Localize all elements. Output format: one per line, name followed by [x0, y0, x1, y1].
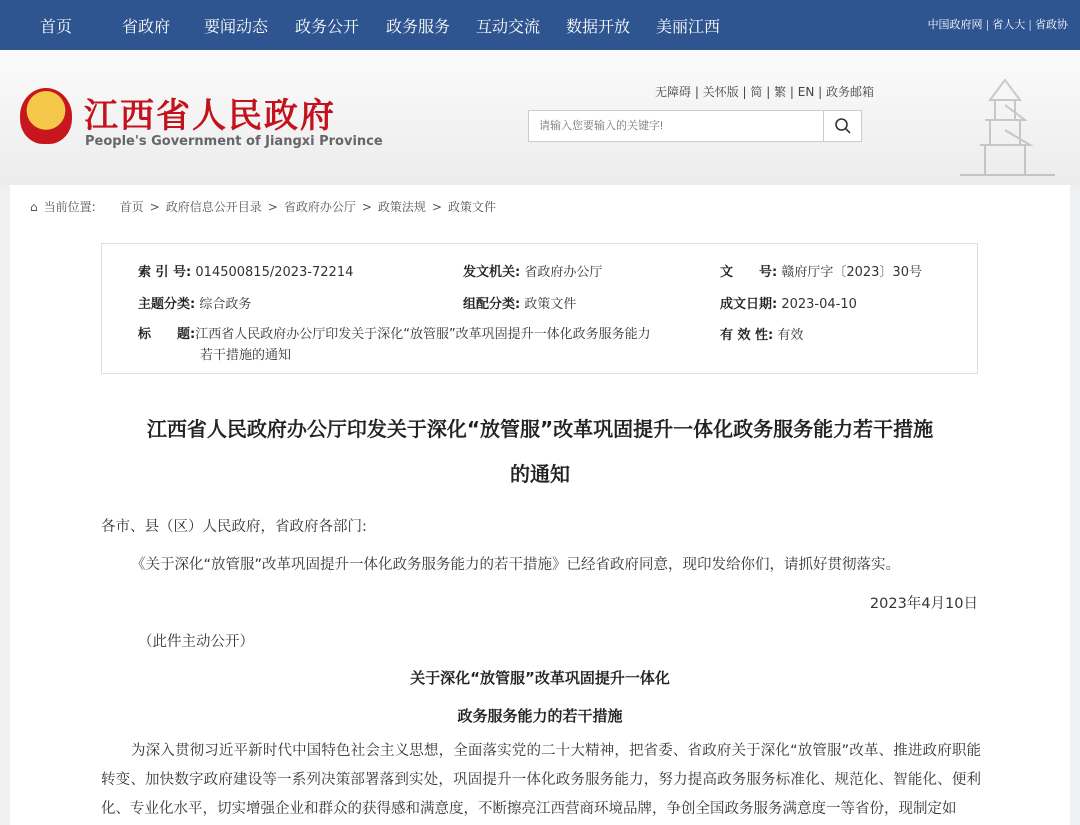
attachment-title-line2: 政务服务能力的若干措施 [457, 707, 623, 725]
nav-gov-affairs-open[interactable]: 政务公开 [295, 17, 360, 36]
doc-title-field: 标 题:江西省人民政府办公厅印发关于深化“放管服”改革巩固提升一体化政务服务能力 若干措施的通知 [138, 327, 651, 363]
topic-category: 主题分类: 综合政务 [138, 297, 252, 312]
index-number: 索 引 号: 014500815/2023-72214 [138, 265, 354, 280]
link-gov-mail[interactable]: 政务邮箱 [825, 85, 874, 99]
breadcrumb: ⌂ 当前位置: 首页 > 政府信息公开目录 > 省政府办公厅 > 政策法规 > 政策文件 [30, 199, 496, 214]
top-right-links: 中国政府网 | 省人大 | 省政协 [927, 18, 1068, 31]
nav-interaction[interactable]: 互动交流 [476, 17, 541, 36]
paragraph-1: 《关于深化“放管服”改革巩固提升一体化政务服务能力的若干措施》已经省政府同意，现印发给你们，请抓好贯彻落实。 [131, 557, 901, 573]
pavilion-illustration-icon [950, 75, 1060, 185]
link-simplified[interactable]: 简 [750, 85, 763, 99]
nav-province-gov[interactable]: 省政府 [122, 17, 171, 36]
breadcrumb-info-catalog[interactable]: 政府信息公开目录 [165, 200, 262, 214]
document-number: 文 号: 赣府厅字〔2023〕30号 [720, 265, 922, 280]
top-nav [0, 0, 1080, 50]
public-note: （此件主动公开） [138, 634, 254, 650]
nav-home[interactable]: 首页 [40, 17, 73, 36]
content-panel [10, 185, 1070, 825]
breadcrumb-home[interactable]: 首页 [119, 200, 144, 214]
salutation: 各市、县（区）人民政府，省政府各部门: [101, 519, 367, 535]
site-title-en: People's Government of Jiangxi Province [85, 134, 383, 149]
search-box [528, 110, 862, 142]
search-button[interactable] [823, 111, 861, 141]
nav-gov-services[interactable]: 政务服务 [386, 17, 451, 36]
link-english[interactable]: EN [797, 85, 815, 99]
nav-news[interactable]: 要闻动态 [204, 17, 269, 36]
assembly-category: 组配分类: 政策文件 [463, 297, 577, 312]
article-title: 江西省人民政府办公厅印发关于深化“放管服”改革巩固提升一体化政务服务能力若干措施 的通知 [146, 417, 934, 486]
validity: 有 效 性: 有效 [720, 328, 804, 343]
site-header [0, 50, 1080, 185]
issue-date: 2023年4月10日 [869, 596, 978, 612]
link-care-version[interactable]: 关怀版 [702, 85, 739, 99]
issuer: 发文机关: 省政府办公厅 [463, 265, 603, 280]
link-traditional[interactable]: 繁 [774, 85, 787, 99]
nav-open-data[interactable]: 数据开放 [566, 17, 631, 36]
breadcrumb-label: 当前位置: [43, 200, 96, 214]
breadcrumb-policy-docs[interactable]: 政策文件 [447, 200, 496, 214]
site-title[interactable]: 江西省人民政府 [84, 96, 336, 136]
attachment-title-line1: 关于深化“放管服”改革巩固提升一体化 [410, 669, 670, 687]
link-accessibility[interactable]: 无障碍 [655, 85, 692, 99]
link-china-gov[interactable]: 中国政府网 [927, 18, 983, 31]
written-date: 成文日期: 2023-04-10 [720, 297, 857, 312]
home-icon: ⌂ [30, 199, 38, 214]
link-provincial-congress[interactable]: 省人大 [992, 18, 1026, 31]
breadcrumb-policies[interactable]: 政策法规 [377, 200, 426, 214]
document-info-box [101, 243, 978, 374]
body-paragraph: 为深入贯彻习近平新时代中国特色社会主义思想，全面落实党的二十大精神，把省委、省政府关于深化“放管服”改革、推进政府职能转变、加快数字政府建设等一系列决策部署落到实处，巩固提升一体化政务服务能力，努力提高政务服务标准化、规范化、智能化、便利化、专业化水平，切实增强企业和群众的获得感和满意度，不断擦亮江西营商环境品牌，争创全国政务服务满意度一等省份，现制定如 [101, 743, 981, 817]
utility-links: 无障碍 | 关怀版 | 简 | 繁 | EN | 政务邮箱 [655, 85, 874, 99]
nav-beautiful-jiangxi[interactable]: 美丽江西 [656, 17, 721, 36]
breadcrumb-office[interactable]: 省政府办公厅 [283, 200, 356, 214]
search-input[interactable] [529, 111, 823, 141]
link-cppcc[interactable]: 省政协 [1035, 18, 1068, 31]
national-emblem-icon [20, 88, 72, 144]
search-icon [834, 117, 852, 135]
